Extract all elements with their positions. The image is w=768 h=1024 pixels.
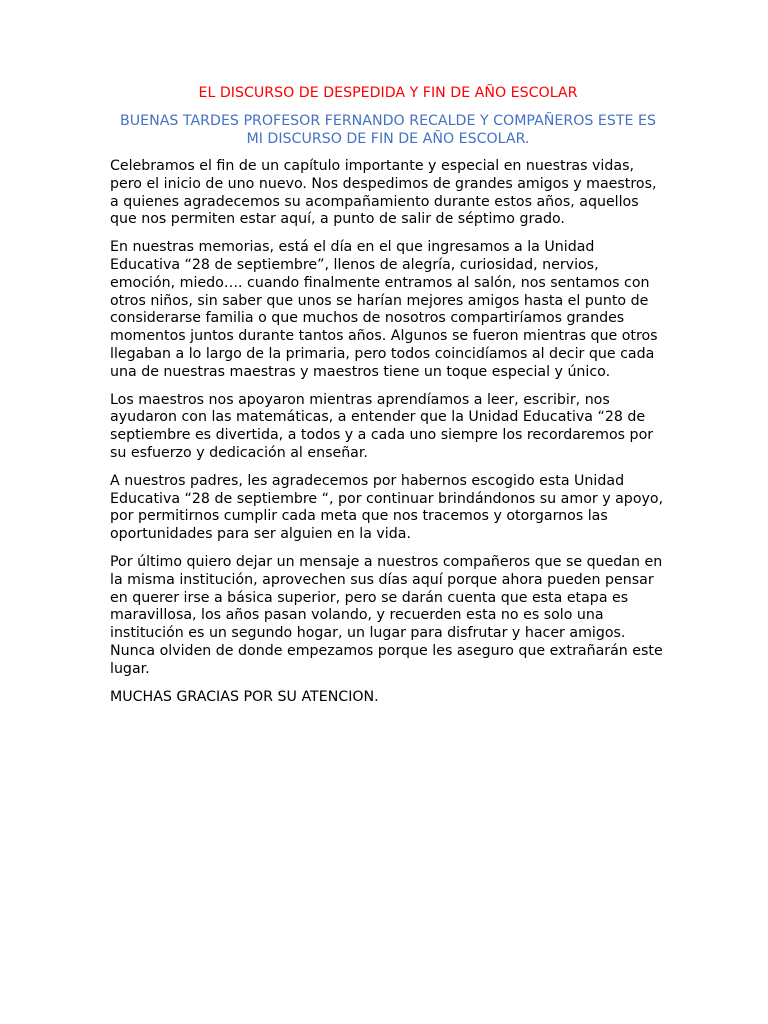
paragraph-3: Los maestros nos apoyaron mientras aprendíamos a leer, escribir, nos ayudaron con las matemáticas, a entender que la Unidad Educativa “28 de septiembre es divertida, a todos y a cada uno siempre los recordaremos por su esfuerzo y dedicación al enseñar. xyxy=(110,391,654,461)
greeting-heading: BUENAS TARDES PROFESOR FERNANDO RECALDE Y COMPAÑEROS ESTE ES MI DISCURSO DE FIN DE AÑO ESCOLAR. xyxy=(120,113,656,147)
paragraph-4: A nuestros padres, les agradecemos por habernos escogido esta Unidad Educativa “28 de septiembre “, por continuar brindándonos su amor y apoyo, por permitirnos cumplir cada meta que nos tracemos y otorgarnos las oportunidades para ser alguien en la vida. xyxy=(110,472,664,543)
closing-line: MUCHAS GRACIAS POR SU ATENCION. xyxy=(110,688,379,705)
paragraph-5: Por último quiero dejar un mensaje a nuestros compañeros que se quedan en la misma institución, aprovechen sus días aquí porque ahora pueden pensar en querer irse a básica superior, pero se darán cuenta que esta etapa es maravillosa, los años pasan volando, y recuerden esta no es solo una institución es un segundo hogar, un lugar para disfrutar y hacer amigos. Nunca olviden de donde empezamos porque les aseguro que extrañarán este lugar. xyxy=(110,553,663,677)
document-content xyxy=(110,84,666,716)
document-title: EL DISCURSO DE DESPEDIDA Y FIN DE AÑO ESCOLAR xyxy=(198,85,578,101)
paragraph-1: Celebramos el fin de un capítulo importante y especial en nuestras vidas, pero el inicio de uno nuevo. Nos despedimos de grandes amigos y maestros, a quienes agradecemos su acompañamiento durante estos años, aquellos que nos permiten estar aquí, a punto de salir de séptimo grado. xyxy=(110,158,657,228)
paragraph-2: En nuestras memorias, está el día en el que ingresamos a la Unidad Educativa “28 de septiembre”, llenos de alegría, curiosidad, nervios, emoción, miedo…. cuando finalmente entramos al salón, nos sentamos con otros niños, sin saber que unos se harían mejores amigos hasta el punto de considerarse familia o que muchos de nosotros compartiríamos grandes momentos juntos durante tantos años. Algunos se fueron mientras que otros llegaban a lo largo de la primaria, pero todos coincidíamos al decir que cada una de nuestras maestras y maestros tiene un toque especial y único. xyxy=(110,239,658,380)
